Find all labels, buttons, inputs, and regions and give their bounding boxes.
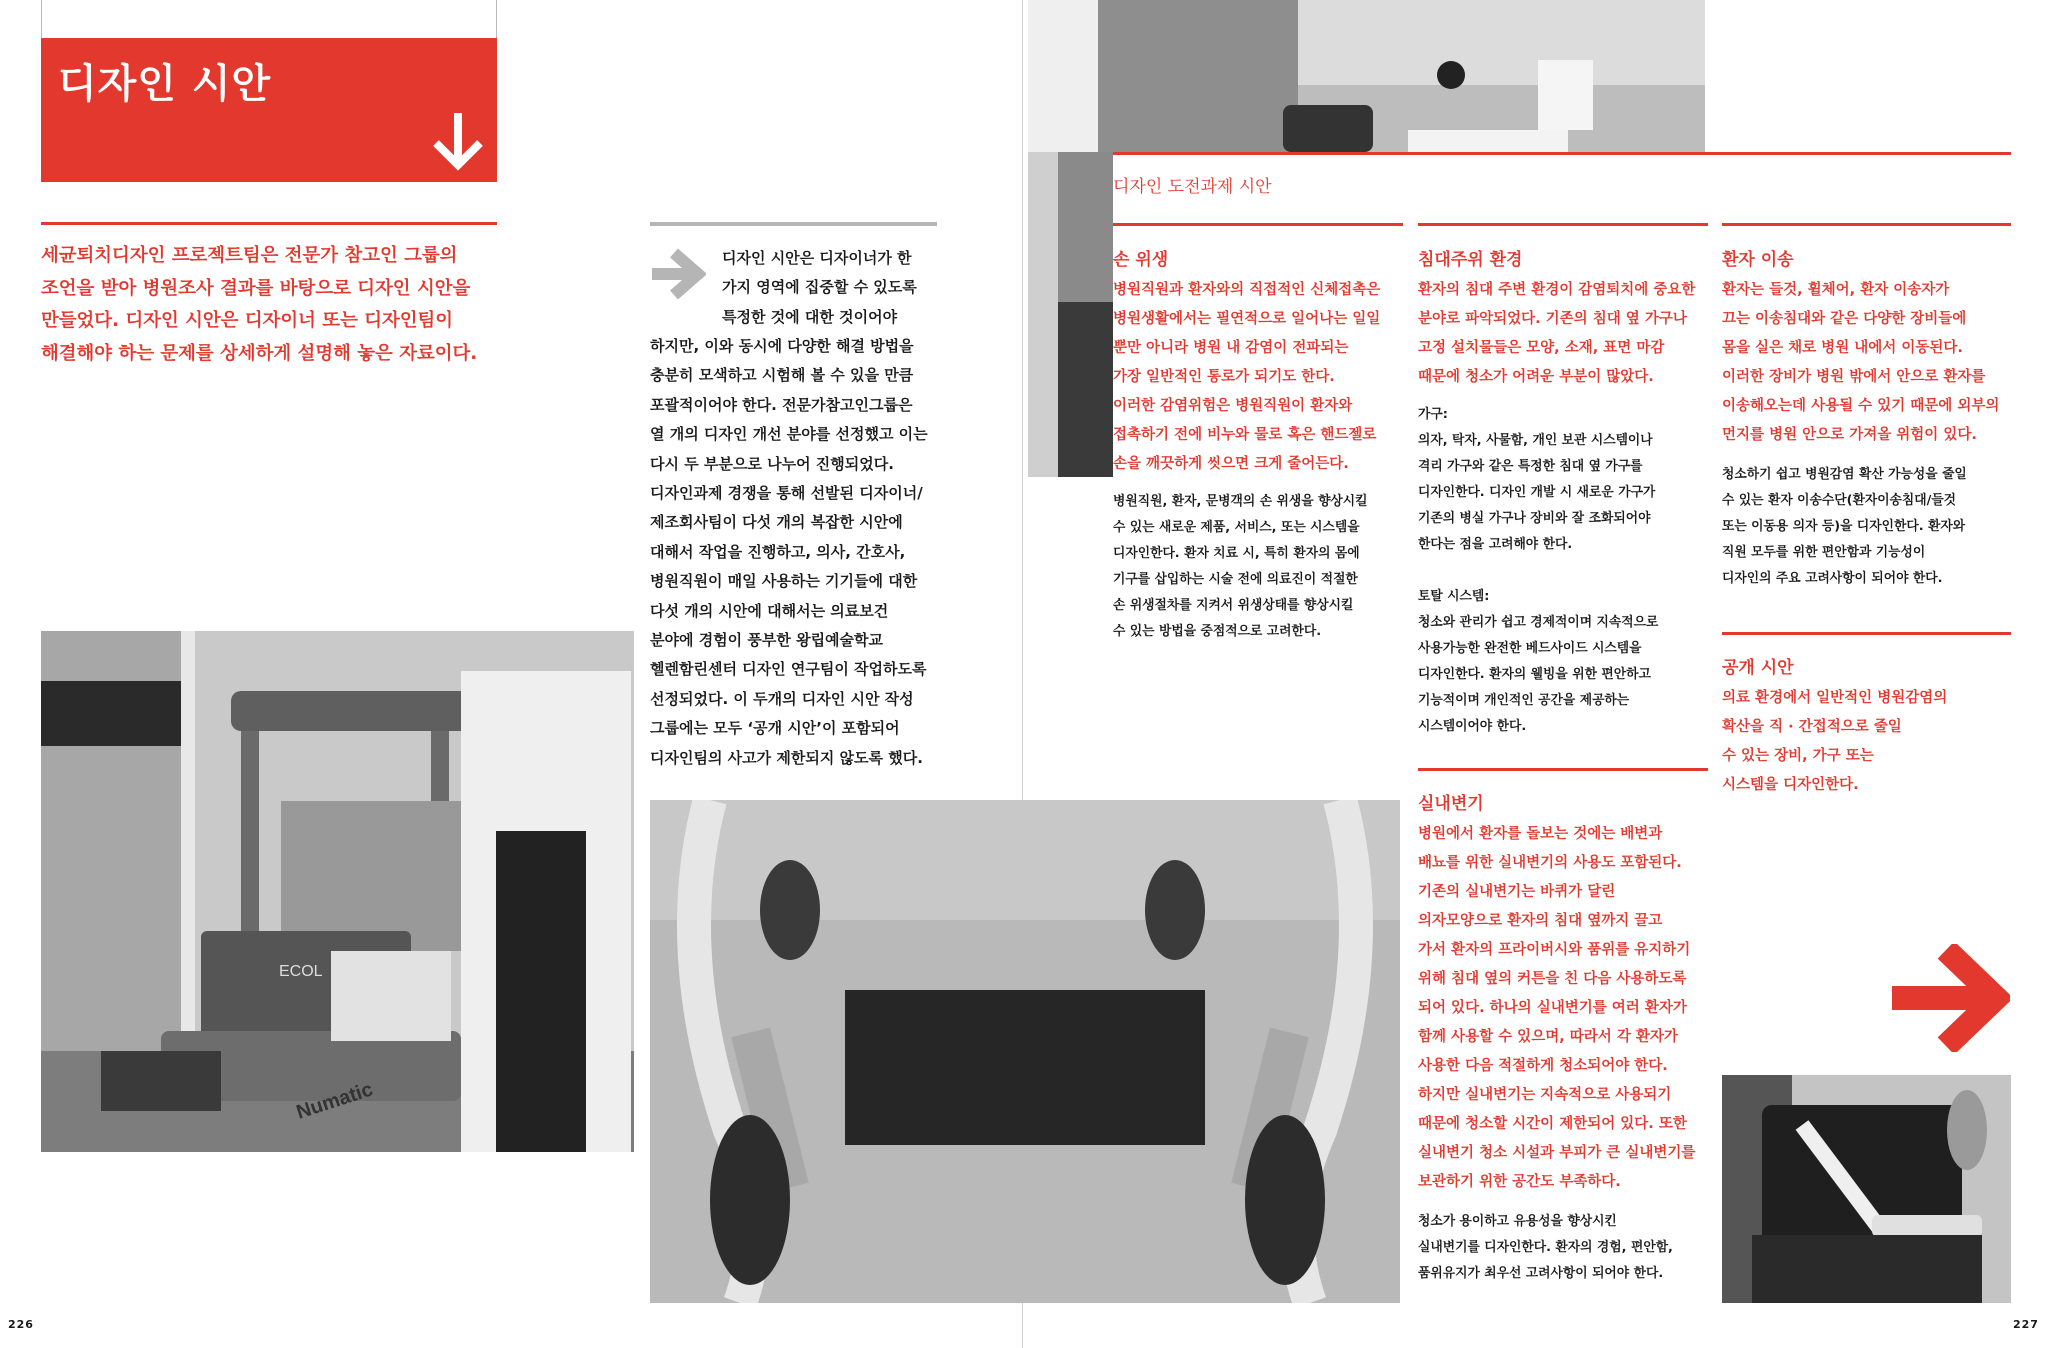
gray-right-arrow-icon <box>650 248 706 300</box>
patient-transport-heading: 환자 이송 <box>1722 250 1794 270</box>
open-brief-rule <box>1722 632 2011 635</box>
page-number-left: 226 <box>8 1318 34 1331</box>
open-brief-red-text: 의료 환경에서 일반적인 병원감염의 확산을 직 · 간접적으로 줄일 수 있는 장비, 가구 또는 시스템을 디자인한다. <box>1722 690 1948 793</box>
page-number-right: 227 <box>2013 1318 2039 1331</box>
toilet-red-text: 병원에서 환자를 돌보는 것에는 배변과 배뇨를 위한 실내변기의 사용도 포함된다. 기존의 실내변기는 바퀴가 달린 의자모양으로 환자의 침대 옆까지 끌고 가서 환자의 프라이버시와 품위를 유지하기 위해 침대 옆의 커튼을 친 다음 사용하도록 되어 있다. 하나의 실내변기를 여러 환자가 함께 사용할 수 있으며, 따라서 각 환자가 사용한 다음 적절하게 청소되어야 한다. 하지만 실내변기는 지속적으로 사용되기 때문에 청소할 시간이 제한되어 있다. 또한 실내변기 청소 시설과 부피가 큰 실내변기를 보관하기 위한 공간도 부족하다. <box>1418 826 1696 1190</box>
bucket-label: ECOL <box>279 963 323 980</box>
commode-photo <box>650 800 1400 1303</box>
cart-label: Numatic <box>293 1078 376 1124</box>
toilet-rule <box>1418 768 1708 771</box>
column-rule-1 <box>1113 223 1403 226</box>
title-top-rule <box>41 0 497 38</box>
open-brief-heading: 공개 시안 <box>1722 658 1794 678</box>
column-rule-3 <box>1722 223 2011 226</box>
bedside-heading: 침대주위 환경 <box>1418 250 1523 270</box>
bedside-text: 가구: 의자, 탁자, 사물함, 개인 보관 시스템이나 격리 가구와 같은 특정한 침대 옆 가구를 디자인한다. 디자인 개발 시 새로운 가구가 기존의 병실 가구나 장비와 잘 조화되어야 한다는 점을 고려해야 한다. 토탈 시스템: 청소와 관리가 쉽고 경제적이며 지속적으로 사용가능한 완전한 베드사이드 시스템을 디자인한다. 환자의 웰빙을 위한 편안하고 기능적이며 개인적인 공간을 제공하는 시스템이어야 한다. <box>1418 407 1659 734</box>
body-rule <box>650 222 937 226</box>
toilet-heading: 실내변기 <box>1418 794 1484 814</box>
wheelchair-photo <box>1722 1075 2011 1303</box>
hand-hygiene-heading: 손 위생 <box>1113 250 1169 270</box>
intro-text: 세균퇴치디자인 프로젝트팀은 전문가 참고인 그룹의 조언을 받아 병원조사 결과를 바탕으로 디자인 시안을 만들었다. 디자인 시안은 디자이너 또는 디자인팀이 해결해야 하는 문제를 상세하게 설명해 놓은 자료이다. <box>41 245 478 364</box>
body-text: 하지만, 이와 동시에 다양한 해결 방법을 충분히 모색하고 시험해 볼 수 있을 만큼 포괄적이어야 한다. 전문가참고인그룹은 열 개의 디자인 개선 분야를 선정했고 이는 다시 두 부분으로 나누어 진행되었다. 디자인과제 경쟁을 통해 선발된 디자이너/ 제조회사팀이 다섯 개의 복잡한 시안에 대해서 작업을 진행하고, 의사, 간호사, 병원직원이 매일 사용하는 기기들에 대한 다섯 개의 시안에 대해서는 의료보건 분야에 경험이 풍부한 왕립예술학교 헬렌함린센터 디자인 연구팀이 작업하도록 선정되었다. 이 두개의 디자인 시안 작성 그룹에는 모두 ‘공개 시안’이 포함되어 디자인팀의 사고가 제한되지 않도록 했다. <box>650 337 928 767</box>
curtain-photo <box>1028 152 1113 477</box>
hand-hygiene-text: 병원직원, 환자, 문병객의 손 위생을 향상시킬 수 있는 새로운 제품, 서비스, 또는 시스템을 디자인한다. 환자 치료 시, 특히 환자의 몸에 기구를 삽입하는 시술 전에 의료진이 적절한 손 위생절차를 지켜서 위생상태를 향상시킬 수 있는 방법을 중점적으로 고려한다. <box>1113 494 1368 639</box>
body-text-indented: 디자인 시안은 디자이너가 한 가지 영역에 집중할 수 있도록 특정한 것에 대한 것이어야 <box>722 249 917 326</box>
hand-hygiene-red-text: 병원직원과 환자와의 직접적인 신체접촉은 병원생활에서는 필연적으로 일어나는 일일 뿐만 아니라 병원 내 감염이 전파되는 가장 일반적인 통로가 되기도 한다. 이러한 감염위험은 병원직원이 환자와 접촉하기 전에 비누와 물로 혹은 핸드젤로 손을 깨끗하게 씻으면 크게 줄어든다. <box>1113 282 1381 472</box>
cleaning-cart-photo <box>41 631 634 1152</box>
section-rule <box>1113 152 2011 155</box>
bedside-photo <box>1028 0 1705 152</box>
intro-rule <box>41 222 497 225</box>
down-arrow-icon <box>431 111 485 171</box>
page-title: 디자인 시안 <box>58 61 272 107</box>
patient-transport-red-text: 환자는 들것, 휠체어, 환자 이송자가 끄는 이송침대와 같은 다양한 장비들에 몸을 실은 채로 병원 내에서 이동된다. 이러한 장비가 병원 밖에서 안으로 환자를 이송해오는데 사용될 수 있기 때문에 외부의 먼지를 병원 안으로 가져올 위험이 있다. <box>1722 282 2000 443</box>
patient-transport-text: 청소하기 쉽고 병원감염 확산 가능성을 줄일 수 있는 환자 이송수단(환자이송침대/들것 또는 이동용 의자 등)을 디자인한다. 환자와 직원 모두를 위한 편안함과 기능성이 디자인의 주요 고려사항이 되어야 한다. <box>1722 467 1967 586</box>
column-rule-2 <box>1418 223 1708 226</box>
section-title: 디자인 도전과제 시안 <box>1113 177 1272 197</box>
toilet-text: 청소가 용이하고 유용성을 향상시킨 실내변기를 디자인한다. 환자의 경험, 편안함, 품위유지가 최우선 고려사항이 되어야 한다. <box>1418 1214 1673 1281</box>
red-right-arrow-icon <box>1890 944 2010 1052</box>
title-banner <box>41 38 497 182</box>
bedside-red-text: 환자의 침대 주변 환경이 감염퇴치에 중요한 분야로 파악되었다. 기존의 침대 옆 가구나 고정 설치물들은 모양, 소재, 표면 마감 때문에 청소가 어려운 부분이 많았다. <box>1418 282 1696 385</box>
